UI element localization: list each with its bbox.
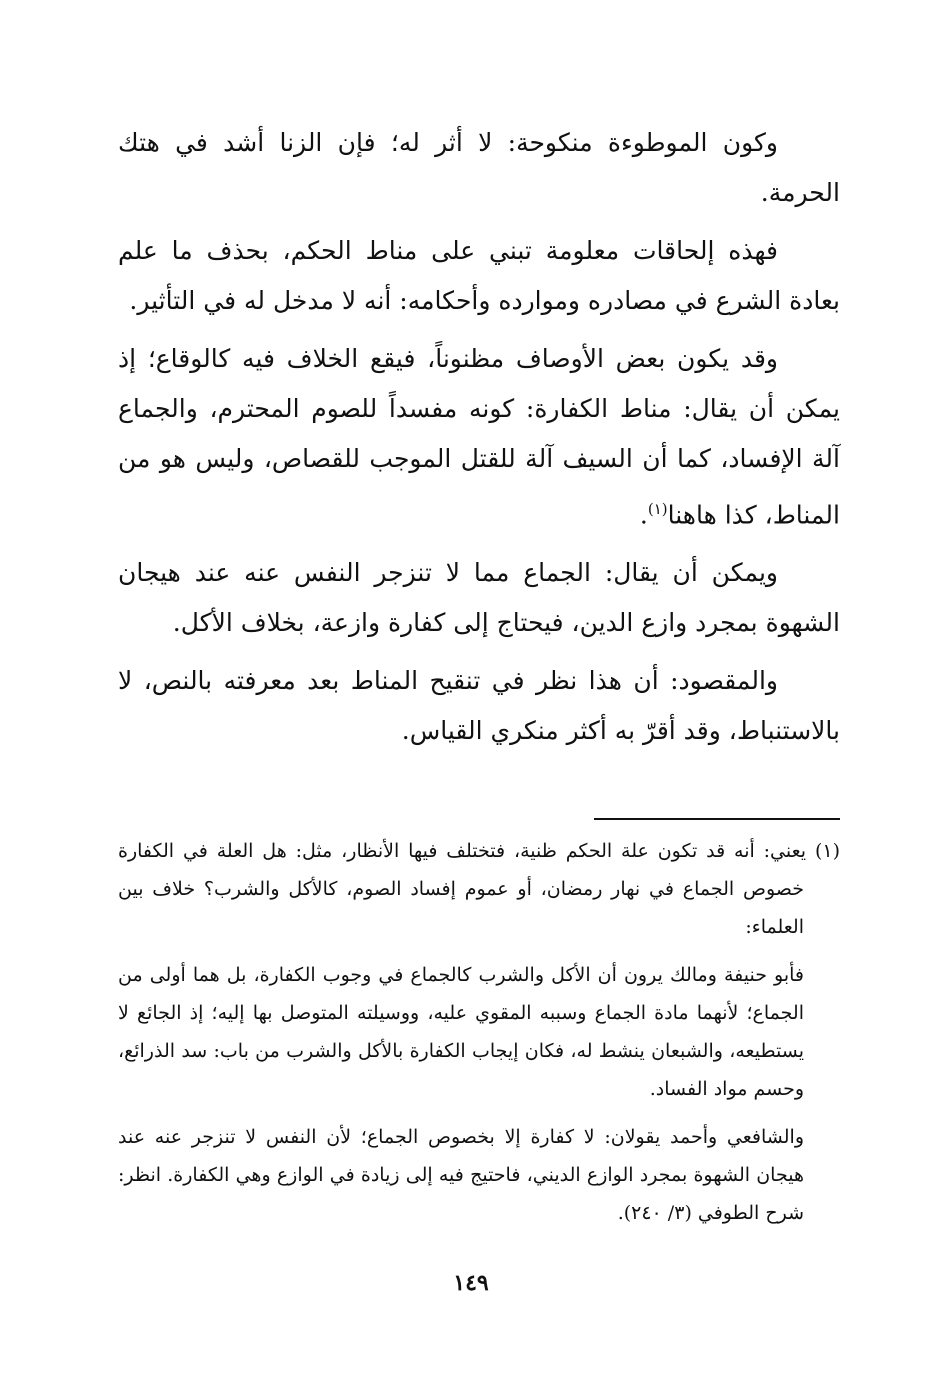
footnote-reference[interactable]: (١) bbox=[647, 500, 668, 518]
footnote-1-continuation-1: فأبو حنيفة ومالك يرون أن الأكل والشرب كالجماع في وجوب الكفارة، بل هما أولى من الجماع؛ لأنهما مادة الجماع وسببه المقوي عليه، ووسيلته المتوصل بها إليه؛ إذ الجائع لا يستطيعه، والشبعان ينشط له، فكان إيجاب الكفارة بالأكل والشرب من باب: سد الذرائع، وحسم مواد الفساد. bbox=[118, 964, 804, 1101]
book-page bbox=[118, 118, 840, 1298]
footnotes-section bbox=[118, 832, 840, 1232]
paragraph-3-end: . bbox=[639, 500, 648, 530]
paragraph-5: والمقصود: أن هذا نظر في تنقيح المناط بعد معرفته بالنص، لا بالاستنباط، وقد أقرّ به أكثر منكري القياس. bbox=[118, 666, 840, 746]
paragraph-3-text: وقد يكون بعض الأوصاف مظنوناً، فيقع الخلاف فيه كالوقاع؛ إذ يمكن أن يقال: مناط الكفارة: كونه مفسداً للصوم المحترم، والجماع آلة الإفساد، كما أن السيف آلة للقتل الموجب للقصاص، وليس هو من المناط، كذا هاهنا bbox=[118, 344, 840, 530]
footnote-divider bbox=[594, 818, 840, 820]
paragraph-1: وكون الموطوءة منكوحة: لا أثر له؛ فإن الزنا أشد في هتك الحرمة. bbox=[118, 128, 840, 207]
paragraph-2: فهذه إلحاقات معلومة تبني على مناط الحكم، بحذف ما علم بعادة الشرع في مصادره وموارده وأحكامه: أنه لا مدخل له في التأثير. bbox=[118, 236, 840, 315]
paragraph-4: ويمكن أن يقال: الجماع مما لا تنزجر النفس عنه عند هيجان الشهوة بمجرد وازع الدين، فيحتاج إلى كفارة وازعة، بخلاف الأكل. bbox=[118, 558, 840, 638]
page-number: ١٤٩ bbox=[453, 1270, 489, 1296]
footnote-1-continuation-2: والشافعي وأحمد يقولان: لا كفارة إلا بخصوص الجماع؛ لأن النفس لا تنزجر عنه عند هيجان الشهوة بمجرد الوازع الديني، فاحتيج فيه إلى زيادة في الوازع وهي الكفارة. انظر: شرح الطوفي (٣/ ٢٤٠). bbox=[118, 1126, 804, 1225]
footnote-1: (١) يعني: أنه قد تكون علة الحكم ظنية، فتختلف فيها الأنظار، مثل: هل العلة في الكفارة خصوص الجماع في نهار رمضان، أو عموم إفساد الصوم، كالأكل والشرب؟ خلاف بين العلماء: bbox=[118, 840, 841, 939]
main-text bbox=[118, 118, 840, 756]
paragraph-3 bbox=[118, 334, 840, 540]
